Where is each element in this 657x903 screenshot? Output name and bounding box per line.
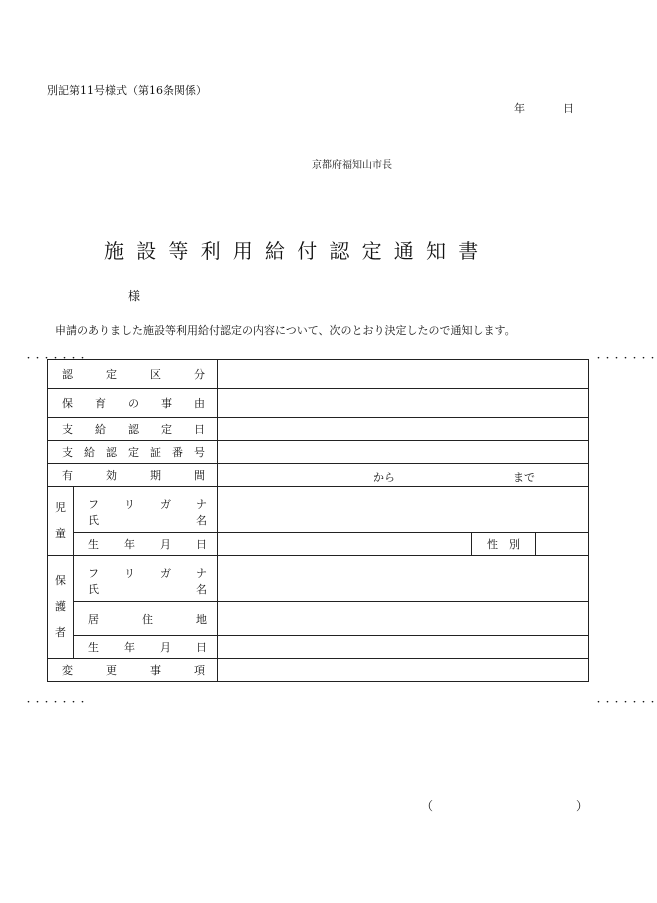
label-char: の: [128, 397, 139, 410]
paren-close: ）: [576, 799, 589, 813]
label-char: リ: [124, 497, 135, 511]
child-birth-value[interactable]: [218, 533, 472, 556]
label-char: 保: [55, 574, 66, 587]
label-char: 者: [55, 626, 66, 639]
lead-sentence: 申請のありました施設等利用給付認定の内容について、次のとおり決定したので通知します。: [55, 324, 516, 337]
label-char: 認: [62, 368, 73, 381]
cert-number-label: [48, 441, 218, 464]
guardian-name-value[interactable]: [218, 556, 589, 602]
label-char: 名: [196, 582, 207, 596]
label-char: 月: [160, 641, 171, 654]
address-label: [74, 602, 218, 636]
label-char: 児: [55, 501, 66, 514]
changes-label: [48, 659, 218, 682]
label-char: 居: [88, 612, 99, 626]
changes-value[interactable]: [218, 659, 589, 682]
label-char: ガ: [160, 566, 171, 580]
label-char: 認: [106, 446, 117, 459]
sex-label: 性 別: [472, 533, 536, 556]
reason-label: [48, 389, 218, 418]
addressee-suffix: 様: [128, 289, 141, 303]
label-char: 氏: [88, 582, 99, 596]
form-number-label: 別記第11号様式（第16条関係）: [47, 84, 207, 97]
certification-table: [47, 359, 589, 682]
label-char: ナ: [196, 566, 207, 580]
label-char: 生: [88, 641, 99, 654]
label-char: ガ: [160, 497, 171, 511]
cert-date-value[interactable]: [218, 418, 589, 441]
cert-number-value[interactable]: [218, 441, 589, 464]
label-char: 支: [62, 446, 73, 459]
label-char: 事: [161, 397, 172, 410]
label-char: ナ: [196, 497, 207, 511]
document-title: 施設等利用給付認定通知書: [104, 239, 491, 263]
label-char: 変: [62, 664, 73, 677]
period-from: から: [373, 471, 395, 484]
label-char: 生: [88, 538, 99, 551]
label-char: 区: [150, 368, 161, 381]
cert-date-label: [48, 418, 218, 441]
label-char: 号: [194, 446, 205, 459]
sex-value[interactable]: [536, 533, 589, 556]
date-line: [514, 100, 574, 116]
label-char: 住: [142, 612, 153, 626]
label-char: リ: [124, 566, 135, 580]
reason-value[interactable]: [218, 389, 589, 418]
cut-line-top-right: ・・・・・・・: [594, 354, 657, 364]
period-value[interactable]: [218, 464, 589, 487]
label-char: 有: [62, 469, 73, 482]
label-char: 月: [160, 538, 171, 551]
label-char: 日: [196, 538, 207, 551]
address-value[interactable]: [218, 602, 589, 636]
label-char: 年: [124, 538, 135, 551]
label-char: 童: [55, 527, 66, 540]
label-char: 認: [128, 423, 139, 436]
guardian-section-label: [48, 556, 74, 659]
label-char: フ: [88, 566, 99, 580]
period-to: まで: [513, 471, 535, 484]
label-char: 事: [150, 664, 161, 677]
child-birth-label: [74, 533, 218, 556]
guardian-birth-label: [74, 636, 218, 659]
label-char: 由: [194, 397, 205, 410]
label-char: 効: [106, 469, 117, 482]
child-name-label: [74, 487, 218, 533]
category-label: [48, 360, 218, 389]
label-char: 支: [62, 423, 73, 436]
label-char: 項: [194, 664, 205, 677]
guardian-birth-value[interactable]: [218, 636, 589, 659]
label-char: 護: [55, 600, 66, 613]
issuer-name: 京都府福知山市長: [312, 160, 392, 171]
label-char: 定: [161, 423, 172, 436]
label-char: 分: [194, 368, 205, 381]
period-label: [48, 464, 218, 487]
label-char: 保: [62, 397, 73, 410]
child-name-value[interactable]: [218, 487, 589, 533]
label-char: 定: [128, 446, 139, 459]
label-char: 氏: [88, 513, 99, 527]
label-char: 年: [124, 641, 135, 654]
label-char: 給: [84, 446, 95, 459]
label-char: 地: [196, 612, 207, 626]
label-char: 間: [194, 469, 205, 482]
label-char: フ: [88, 497, 99, 511]
cut-line-bottom-left: ・・・・・・・: [24, 698, 88, 708]
paren-open: （: [421, 799, 434, 813]
label-char: 番: [172, 446, 183, 459]
label-char: 給: [95, 423, 106, 436]
category-value[interactable]: [218, 360, 589, 389]
label-char: 更: [106, 664, 117, 677]
guardian-name-label: [74, 556, 218, 602]
label-char: 証: [150, 446, 161, 459]
year-label: 年: [514, 102, 525, 115]
cut-line-top-left: ・・・・・・・: [24, 354, 88, 364]
label-char: 育: [95, 397, 106, 410]
day-label: 日: [563, 102, 574, 115]
label-char: 日: [196, 641, 207, 654]
child-section-label: [48, 487, 74, 556]
cut-line-bottom-right: ・・・・・・・: [594, 698, 657, 708]
label-char: 定: [106, 368, 117, 381]
label-char: 期: [150, 469, 161, 482]
label-char: 日: [194, 423, 205, 436]
label-char: 名: [196, 513, 207, 527]
